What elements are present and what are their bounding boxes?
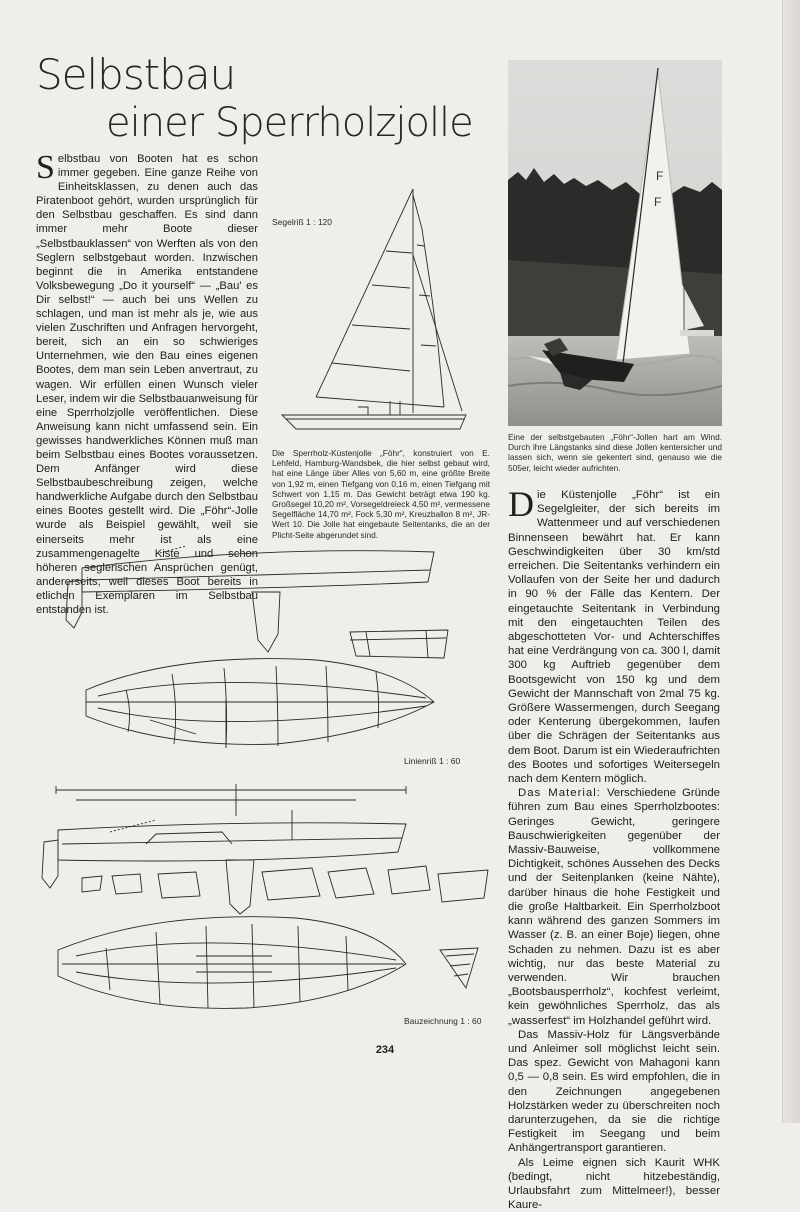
construction-drawing: [36, 780, 496, 1032]
sailing-photo: [508, 60, 722, 426]
intro-dropcap: S: [36, 149, 55, 186]
paragraph-material: [508, 786, 720, 1027]
page-number: 234: [375, 1044, 395, 1056]
article-title-line1: Selbstbau: [36, 50, 236, 99]
lines-plan-drawing: [56, 540, 446, 750]
page-edge: [782, 0, 800, 1123]
lines-plan-label: Linienriß 1 : 60: [404, 756, 461, 766]
right-column: [508, 484, 720, 1212]
intro-text: elbstbau von Booten hat es schon immer gegeben. Eine ganze Reihe von Einheitsklassen, zu denen auch das Piratenboot gehört, wurden ursprünglich für den Selbstbau geschaffen. Es sind dann immer mehr Boote dieser „Selbstbauklassen“ von Werften als von den Seglern selbstgebaut worden. Inzwischen beginnt die in Amerika entstandene Volksbewegung „Do it yourself“ — „Bau' es Dir selbst!“ — auch bei uns Wellen zu schlagen, und man ist mehr als je, wie aus vielen Zuschriften und Anfragen hervorgeht, bereit, sich an ein so schwieriges Unternehmen, wie den Bau eines eigenen Bootes, dem man sein Leben anvertraut, zu wagen. Wir erfüllen einen Wunsch vieler Leser, indem wir die Selbstbauanweisung für eine Sperrholzjolle veröffentlichen. Diese Anweisung kann nicht umfassend sein. Ein gewisses handwerkliches Können muß man beim Selbstbau eines Bootes voraussetzen. Dem Anfänger wird diese Selbstbaubeschreibung zeigen, welche handwerkliche Aufgabe durch den Selbstbau eines Bootes gestellt wird. Die „Föhr“-Jolle wurde als Beispiel gewählt, weil sie einerseits mehr ist als eine zusammengenagelte Kiste und schon höheren seglerischen Ansprüchen genügt, andererseits, weil dieses Boot bereits in etlichen Exemplaren im Selbstbau entstanden ist.: [36, 153, 259, 616]
paragraph-material-text: Verschiedene Gründe führen zum Bau eines Sperrholzbootes: Geringes Gewicht, geringere Bauschwierigkeiten gegenüber der Massiv-Bauweise, vollkommene Dichtigkeit, schönes Aussehen des Decks und der Seitenplanken (keine Nähte), darüber hinaus die hohe Festigkeit und die große Haltbarkeit. Ein Sperrholzboot kann während des ganzen Sommers im Wasser (z. B. an einer Boje) liegen, ohne Schaden zu nehmen. Dazu ist es aber wichtig, nur das beste Material zu verwenden. Wir brauchen „Bootsbausperrholz“, kochfest verleimt, kein gewöhnliches Sperrholz, das als „wasserfest“ im Holzhandel geführt wird.: [508, 787, 720, 1027]
article-title-line2: einer Sperrholzjolle: [106, 100, 473, 146]
paragraph-intro: [508, 484, 720, 786]
photo-caption: Eine der selbstgebauten „Föhr“-Jollen hart am Wind. Durch ihre Längstanks sind diese Jollen kentersicher und lassen sich, wenn sie gekentert sind, genauso wie die 505er, leicht wieder aufrichten.: [508, 432, 722, 473]
paragraph-intro-text: ie Küstenjolle „Föhr“ ist ein Segelgleiter, der sich bereits im Wattenmeer und auf verschiedenen Binnenseen bewährt hat. Er kann Geschwindigkeiten über 30 km/std erreichen. Die Seitentanks verhindern ein Vollaufen von der Seite her und dadurch in 90 % der Fälle das Kentern. Der eingetauchte Seitentank in Verbindung mit den eingetauchten Teilen des abgeschotteten Vor- und Achterschiffes hat eine Verdrängung von ca. 300 l, damit 300 kg Auftrieb gegenüber dem Bootsgewicht von 150 kg und dem Gewicht der Mannschaft von 2mal 75 kg. Größere Wassermengen, durch Seegang oder Kenterung übergekommen, laufen über die Schrägen der Seitentanks aus dem Boot. Darum ist ein Wiederaufrichten des Bootes und sofortiges Weitersegeln nach dem Kentern möglich.: [508, 489, 720, 786]
paragraph-massivholz: Das Massiv-Holz für Längsverbände und Anleimer soll möglichst leicht sein. Das spez. Gewicht von Mahagoni kann 0,5 — 0,8 sein. Es wird empfohlen, die in den Zeichnungen angegebenen Holzstärken weder zu überschreiten noch darunterzugehen, da sie die richtige Festigkeit im Seegang und beim Anhängertransport garantieren.: [508, 1028, 720, 1155]
sail-plan-label: Segelriß 1 : 120: [272, 217, 333, 227]
sail-mark-bottom: F: [654, 195, 662, 209]
right-dropcap: D: [508, 484, 534, 524]
material-heading: Das Material:: [518, 787, 601, 800]
construction-drawing-label: Bauzeichnung 1 : 60: [404, 1016, 482, 1026]
sail-mark-top: F: [656, 169, 664, 183]
sail-plan-caption: Die Sperrholz-Küstenjolle „Föhr“, konstruiert von E. Lehfeld, Hamburg-Wandsbek, die hier selbst gebaut wird, hat eine Länge über Alles von 5,60 m, eine größte Breite von 1,92 m, einen Tiefgang von 0,16 m, einen Tiefgang mit Schwert von 1,15 m. Das Gewicht beträgt etwa 190 kg. Großsegel 10,20 m², Vorsegeldreieck 4,50 m², vermessene Segelfläche 14,70 m², Fock 5,30 m², Kreuzballon 8 m², JR-Wert 10. Die Jolle hat eingebaute Seitentanks, die an der Plicht-Seite abgerundet sind.: [272, 448, 490, 540]
paragraph-leime: Als Leime eignen sich Kaurit WHK (bedingt, nicht hitzebeständig, Urlaubsfahrt zum Mittelmeer!), besser Kaure-: [508, 1156, 720, 1212]
sail-plan-drawing: [272, 185, 494, 443]
